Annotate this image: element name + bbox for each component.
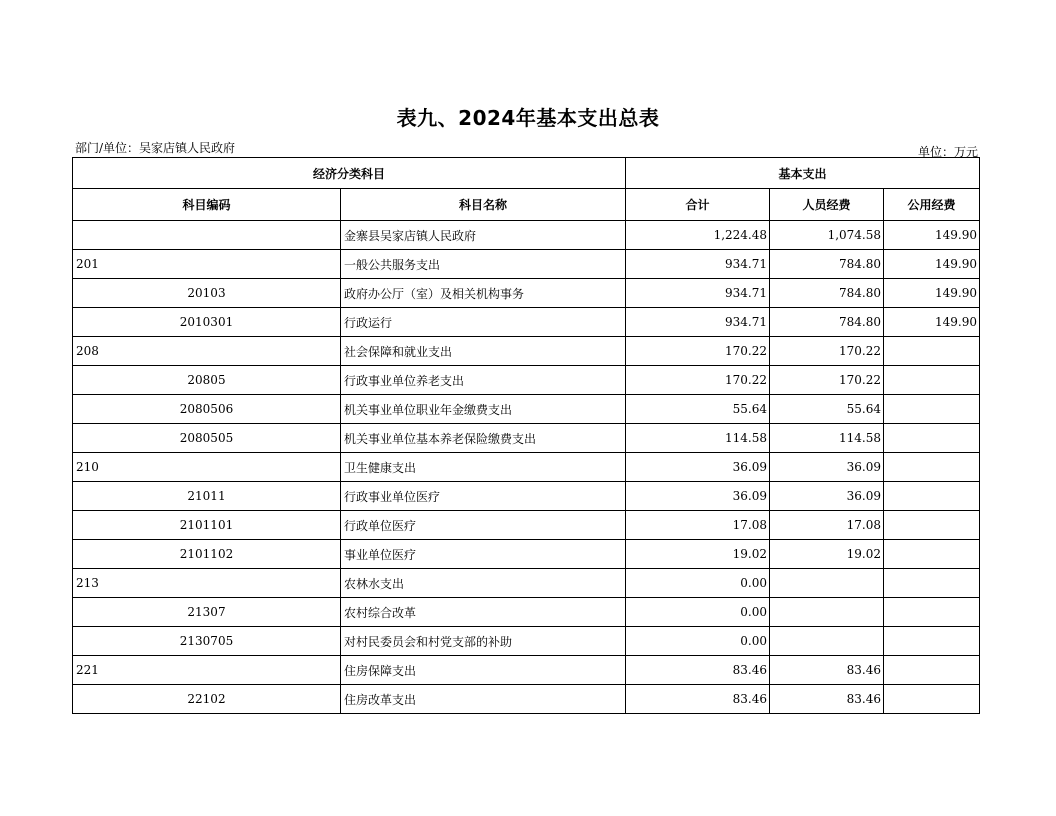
row-code: 201	[73, 250, 341, 279]
row-personnel: 55.64	[770, 395, 884, 424]
row-public	[884, 395, 980, 424]
row-code: 20805	[73, 366, 341, 395]
row-total: 0.00	[626, 627, 770, 656]
table-row	[73, 366, 980, 395]
row-total: 36.09	[626, 482, 770, 511]
row-code: 21011	[73, 482, 341, 511]
row-code: 2080505	[73, 424, 341, 453]
row-personnel: 36.09	[770, 453, 884, 482]
row-personnel	[770, 569, 884, 598]
header-total: 合计	[626, 189, 770, 221]
row-code: 2010301	[73, 308, 341, 337]
unit-label: 单位：万元	[917, 145, 978, 159]
header-personnel: 人员经费	[770, 189, 884, 221]
row-code: 221	[73, 656, 341, 685]
row-public: 149.90	[884, 279, 980, 308]
row-code: 22102	[73, 685, 341, 714]
row-public	[884, 424, 980, 453]
row-public	[884, 598, 980, 627]
row-name: 住房保障支出	[341, 656, 626, 685]
table-row	[73, 540, 980, 569]
row-total: 170.22	[626, 337, 770, 366]
row-personnel: 1,074.58	[770, 221, 884, 250]
row-name: 行政运行	[341, 308, 626, 337]
header-name: 科目名称	[341, 189, 626, 221]
row-personnel: 170.22	[770, 337, 884, 366]
row-total: 934.71	[626, 250, 770, 279]
row-total: 934.71	[626, 308, 770, 337]
row-personnel: 170.22	[770, 366, 884, 395]
row-code: 210	[73, 453, 341, 482]
row-personnel: 784.80	[770, 250, 884, 279]
row-public	[884, 511, 980, 540]
row-public: 149.90	[884, 221, 980, 250]
row-name: 一般公共服务支出	[341, 250, 626, 279]
table-row	[73, 424, 980, 453]
row-name: 行政事业单位医疗	[341, 482, 626, 511]
header-economic-classification: 经济分类科目	[73, 158, 626, 189]
row-code: 2080506	[73, 395, 341, 424]
row-personnel: 36.09	[770, 482, 884, 511]
row-code: 2130705	[73, 627, 341, 656]
row-personnel	[770, 627, 884, 656]
row-total: 83.46	[626, 685, 770, 714]
row-name: 农村综合改革	[341, 598, 626, 627]
row-personnel: 17.08	[770, 511, 884, 540]
row-code: 21307	[73, 598, 341, 627]
row-public	[884, 569, 980, 598]
row-personnel: 114.58	[770, 424, 884, 453]
row-total: 0.00	[626, 569, 770, 598]
row-total: 55.64	[626, 395, 770, 424]
row-personnel: 784.80	[770, 308, 884, 337]
header-code: 科目编码	[73, 189, 341, 221]
row-name: 对村民委员会和村党支部的补助	[341, 627, 626, 656]
table-row	[73, 337, 980, 366]
table-row	[73, 482, 980, 511]
row-public: 149.90	[884, 250, 980, 279]
row-code: 2101101	[73, 511, 341, 540]
row-name: 行政单位医疗	[341, 511, 626, 540]
row-name: 农林水支出	[341, 569, 626, 598]
row-total: 170.22	[626, 366, 770, 395]
row-name: 住房改革支出	[341, 685, 626, 714]
row-total: 83.46	[626, 656, 770, 685]
table-row	[73, 395, 980, 424]
row-total: 36.09	[626, 453, 770, 482]
table-row	[73, 453, 980, 482]
page-title: 表九、2024年基本支出总表	[396, 106, 660, 130]
table-row	[73, 656, 980, 685]
row-total: 0.00	[626, 598, 770, 627]
header-basic-expenditure: 基本支出	[626, 158, 980, 189]
row-name: 事业单位医疗	[341, 540, 626, 569]
table-row	[73, 569, 980, 598]
row-personnel: 83.46	[770, 656, 884, 685]
table-row	[73, 627, 980, 656]
table-row	[73, 250, 980, 279]
row-total: 17.08	[626, 511, 770, 540]
row-name: 机关事业单位职业年金缴费支出	[341, 395, 626, 424]
table-row	[73, 279, 980, 308]
table-body	[73, 158, 980, 714]
row-public	[884, 540, 980, 569]
table-row	[73, 598, 980, 627]
row-public	[884, 685, 980, 714]
row-code: 2101102	[73, 540, 341, 569]
row-name: 社会保障和就业支出	[341, 337, 626, 366]
table-row	[73, 511, 980, 540]
row-public: 149.90	[884, 308, 980, 337]
row-total: 1,224.48	[626, 221, 770, 250]
row-name: 机关事业单位基本养老保险缴费支出	[341, 424, 626, 453]
row-personnel	[770, 598, 884, 627]
table-row	[73, 308, 980, 337]
header-public: 公用经费	[884, 189, 980, 221]
row-code: 20103	[73, 279, 341, 308]
row-name: 行政事业单位养老支出	[341, 366, 626, 395]
row-public	[884, 453, 980, 482]
header-row-columns	[73, 189, 980, 221]
expenditure-table	[72, 157, 980, 714]
row-public	[884, 337, 980, 366]
table-row	[73, 685, 980, 714]
row-public	[884, 366, 980, 395]
row-personnel: 784.80	[770, 279, 884, 308]
row-total: 934.71	[626, 279, 770, 308]
row-name: 卫生健康支出	[341, 453, 626, 482]
row-code: 213	[73, 569, 341, 598]
row-personnel: 19.02	[770, 540, 884, 569]
row-personnel: 83.46	[770, 685, 884, 714]
row-name: 金寨县吴家店镇人民政府	[341, 221, 626, 250]
row-total: 114.58	[626, 424, 770, 453]
row-name: 政府办公厅（室）及相关机构事务	[341, 279, 626, 308]
row-total: 19.02	[626, 540, 770, 569]
row-public	[884, 627, 980, 656]
row-public	[884, 656, 980, 685]
row-public	[884, 482, 980, 511]
table-row	[73, 221, 980, 250]
department-label: 部门/单位：吴家店镇人民政府	[75, 141, 236, 155]
row-code: 208	[73, 337, 341, 366]
header-row-group	[73, 158, 980, 189]
row-code	[73, 221, 341, 250]
